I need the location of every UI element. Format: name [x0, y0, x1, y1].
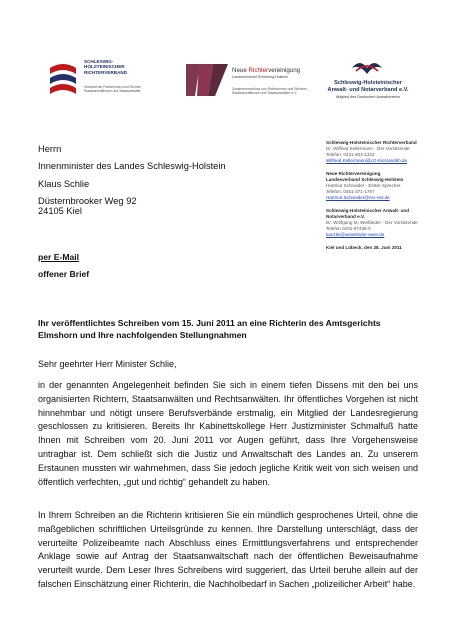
sender-anwaltverband: Schleswig-Holsteinischer Anwalt- und Notarverband e.V. Dr. Wolfgang M. Weißleder · Der Vorsitzende Telefon 0431-97436-0 kanzlei@weissleder-ewer.de	[326, 208, 436, 238]
email-link-weissleder[interactable]: kanzlei@weissleder-ewer.de	[326, 232, 385, 238]
richterverband-subtitle: Verband der Richterinnen und Richter, Staatsanwältinnen und Staatsanwälte	[84, 85, 142, 94]
body-paragraph: In Ihrem Schreiben an die Richterin kritisieren Sie ein mündlich gesprochenes Urteil, ohne die maßgeblichen schriftlichen Urteilsgründe zu kennen. Ihre Darstellung unterschlägt, dass der verurteilte Polizeibeamte nach Abschluss eines Ermittlungsverfahrens und entsprechender Anklage sowie auf Antrag der Staatsanwaltschaft nach der öffentlichen Beweisaufnahme verurteilt wurde. Dem Leser Ihres Schreibens wird suggeriert, das Urteil beruhe allein auf der falschen Einschätzung einer Richterin, die Nachholbedarf in Sachen „polizeilicher Arbeit“ habe.	[38, 510, 418, 589]
salutation: Sehr geehrter Herr Minister Schlie,	[38, 359, 177, 369]
recipient-address: Herrn Innenminister des Landes Schleswig-Holstein Klaus Schlie Düsternbrooker Weg 92	[38, 144, 226, 206]
anwaltverband-member-note: Mitglied des Deutschen Anwaltvereins	[336, 95, 400, 99]
email-link-schneider[interactable]: Hartmut.Schneider@nrv-net.de	[326, 195, 390, 201]
body-paragraph: in der genannten Angelegenheit befinden Sie sich in einem tiefen Dissens mit den bei uns organisierten Richtern, Staatsanwälten und Rechtsanwälten. Ihr öffentliches Vorgehen ist nicht hinnehmbar und nötigt unsere Berufsverbände erstmalig, ein Mitglied der Landesregierung geschlossen zu kritisieren. Bereits Ihr Kabinettskollege Herr Justizminister Schmalfuß hatte Ihnen mit Schreiben vom 20. Juni 2011 vor Augen geführt, dass Ihre Vorgehensweise untragbar ist. Dem schließt sich die Justiz und Anwaltschaft des Landes an. Zu unserem Erstaunen mussten wir wahrnehmen, dass Sie jedoch jegliche Kritik weit von sich weisen und öffentlich verfechten, „gut und richtig“ gehandelt zu haben.	[38, 380, 418, 487]
richterverband-name: SCHLESWIG- HOLSTEINISCHER RICHTERVERBAND	[84, 59, 128, 75]
nrv-subtitle: Zusammenschluss von Richterinnen und Richtern, Staatsanwältinnen und Staatsanwälten e.V.	[232, 87, 308, 96]
anwaltverband-emblem-icon	[350, 56, 384, 78]
anwaltverband-name-2: Anwalt- und Notarverband e.V.	[327, 87, 409, 93]
richterverband-emblem-icon	[48, 60, 78, 100]
nrv-emblem-icon	[186, 60, 228, 100]
logo-neue-richtervereinigung	[186, 60, 310, 110]
letter-subject: Ihr veröffentlichtes Schreiben vom 15. Juni 2011 an eine Richterin des Amtsgerichts Elmshorn und Ihre nachfolgenden Stellungnahmen	[38, 318, 381, 340]
logo-anwaltverband	[316, 56, 420, 106]
recipient-zip-city: 24105 Kiel	[38, 206, 82, 216]
sender-nrv: Neue Richtervereinigung Landesverband Schleswig-Holstein Hartmut Schneider · Erster Sprecher Telefon: 0451-371-1787 Hartmut.Schneider@nrv-net.de	[326, 171, 436, 201]
sender-richterverband: Schleswig-Holsteinischer Richterverband Dr. Wilfried Kellermann · Der Vorsitzende Telefon: 0431-604-1332 Wilfried.Kellermann@LG-Kiel.landsh.de	[326, 140, 436, 164]
delivery-note: per E-Mail offener Brief	[38, 252, 90, 279]
nrv-name: Neue Richtervereinigung	[232, 67, 301, 74]
letter-date: Kiel und Lübeck, den 28. Juni 2011	[326, 244, 402, 250]
email-link-kellermann[interactable]: Wilfried.Kellermann@LG-Kiel.landsh.de	[326, 158, 408, 164]
sender-block	[326, 140, 436, 251]
nrv-region: Landesverband Schleswig-Holstein	[232, 75, 289, 79]
anwaltverband-name-1: Schleswig-Holsteinischer	[334, 80, 402, 86]
logo-richterverband	[48, 58, 168, 108]
